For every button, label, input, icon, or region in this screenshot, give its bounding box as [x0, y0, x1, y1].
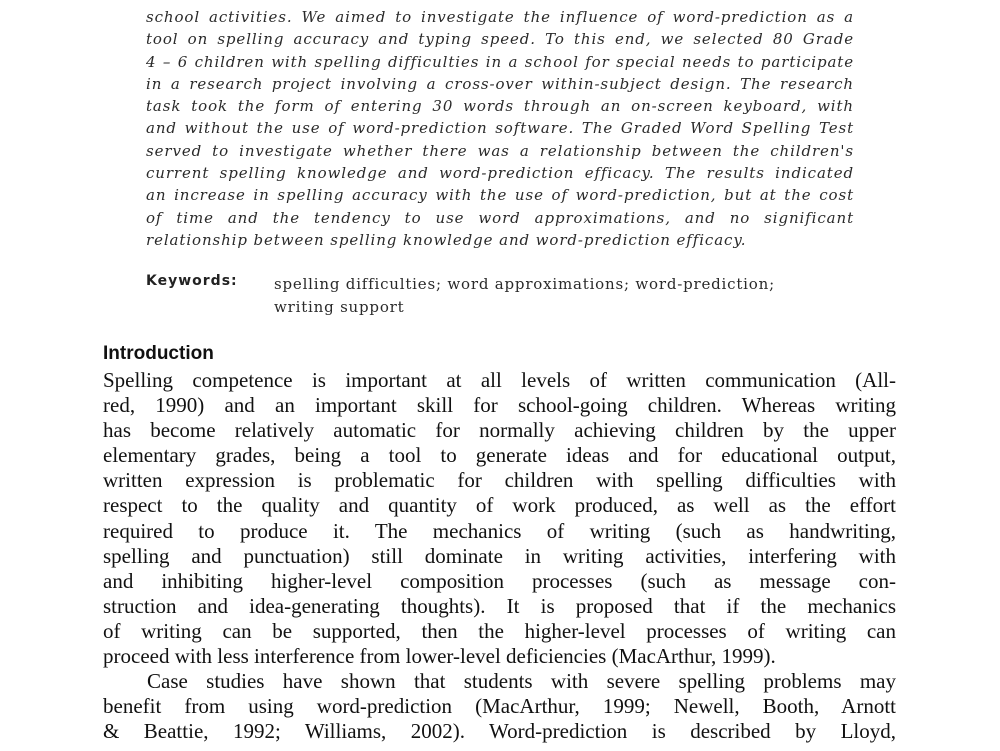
- paragraph-line: and inhibiting higher-level composition processes (such as message con-: [103, 568, 896, 593]
- paragraph-line: Spelling competence is important at all levels of written communication (All-: [103, 368, 896, 392]
- paragraph-line: struction and idea-generating thoughts). It is proposed that if the mechanics: [103, 593, 896, 618]
- keywords-line: spelling difficulties; word approximations; word-prediction;: [274, 275, 775, 293]
- paragraph-line: & Beattie, 1992; Williams, 2002). Word-prediction is described by Lloyd,: [103, 719, 896, 744]
- abstract-line: task took the form of entering 30 words through an on-screen keyboard, with: [146, 97, 854, 116]
- paragraph-line: Case studies have shown that students with severe spelling problems may: [147, 669, 896, 694]
- paragraph-line: spelling and punctuation) still dominate in writing activities, interfering with: [103, 543, 896, 568]
- abstract-line: relationship between spelling knowledge and word-prediction efficacy.: [146, 230, 747, 249]
- abstract-line: current spelling knowledge and word-prediction efficacy. The results indicated: [146, 164, 854, 183]
- paragraph-line: proceed with less interference from lower-level deficiencies (MacArthur, 1999).: [103, 644, 776, 669]
- abstract-line: and without the use of word-prediction software. The Graded Word Spelling Test: [146, 119, 854, 138]
- abstract-line: an increase in spelling accuracy with the use of word-prediction, but at the cost: [146, 186, 854, 205]
- section-heading: Introduction: [103, 343, 214, 364]
- paragraph-line: red, 1990) and an important skill for school-going children. Whereas writing: [103, 393, 896, 418]
- paragraph-line: elementary grades, being a tool to generate ideas and for educational output,: [103, 443, 896, 468]
- paragraph-line: of writing can be supported, then the higher-level processes of writing can: [103, 618, 896, 643]
- paragraph-line: written expression is problematic for children with spelling difficulties with: [103, 468, 896, 493]
- keywords-list: [274, 273, 834, 318]
- abstract-line: served to investigate whether there was a relationship between the children's: [146, 141, 854, 160]
- keywords-line: writing support: [274, 297, 405, 316]
- keywords-label: Keywords:: [146, 273, 238, 289]
- abstract-line: school activities. We aimed to investigate the influence of word-prediction as a: [146, 8, 854, 26]
- abstract: [146, 6, 854, 251]
- paragraph-line: respect to the quality and quantity of work produced, as well as the effort: [103, 493, 896, 518]
- introduction-body: [103, 368, 896, 744]
- abstract-line: in a research project involving a cross-over within-subject design. The research: [146, 74, 854, 93]
- paragraph-line: benefit from using word-prediction (MacArthur, 1999; Newell, Booth, Arnott: [103, 694, 896, 719]
- paragraph-line: has become relatively automatic for normally achieving children by the upper: [103, 418, 896, 443]
- abstract-line: of time and the tendency to use word approximations, and no significant: [146, 208, 854, 227]
- abstract-line: tool on spelling accuracy and typing speed. To this end, we selected 80 Grade: [146, 30, 854, 49]
- abstract-line: 4 – 6 children with spelling difficulties in a school for special needs to participate: [146, 52, 854, 71]
- paragraph-line: required to produce it. The mechanics of writing (such as handwriting,: [103, 518, 896, 543]
